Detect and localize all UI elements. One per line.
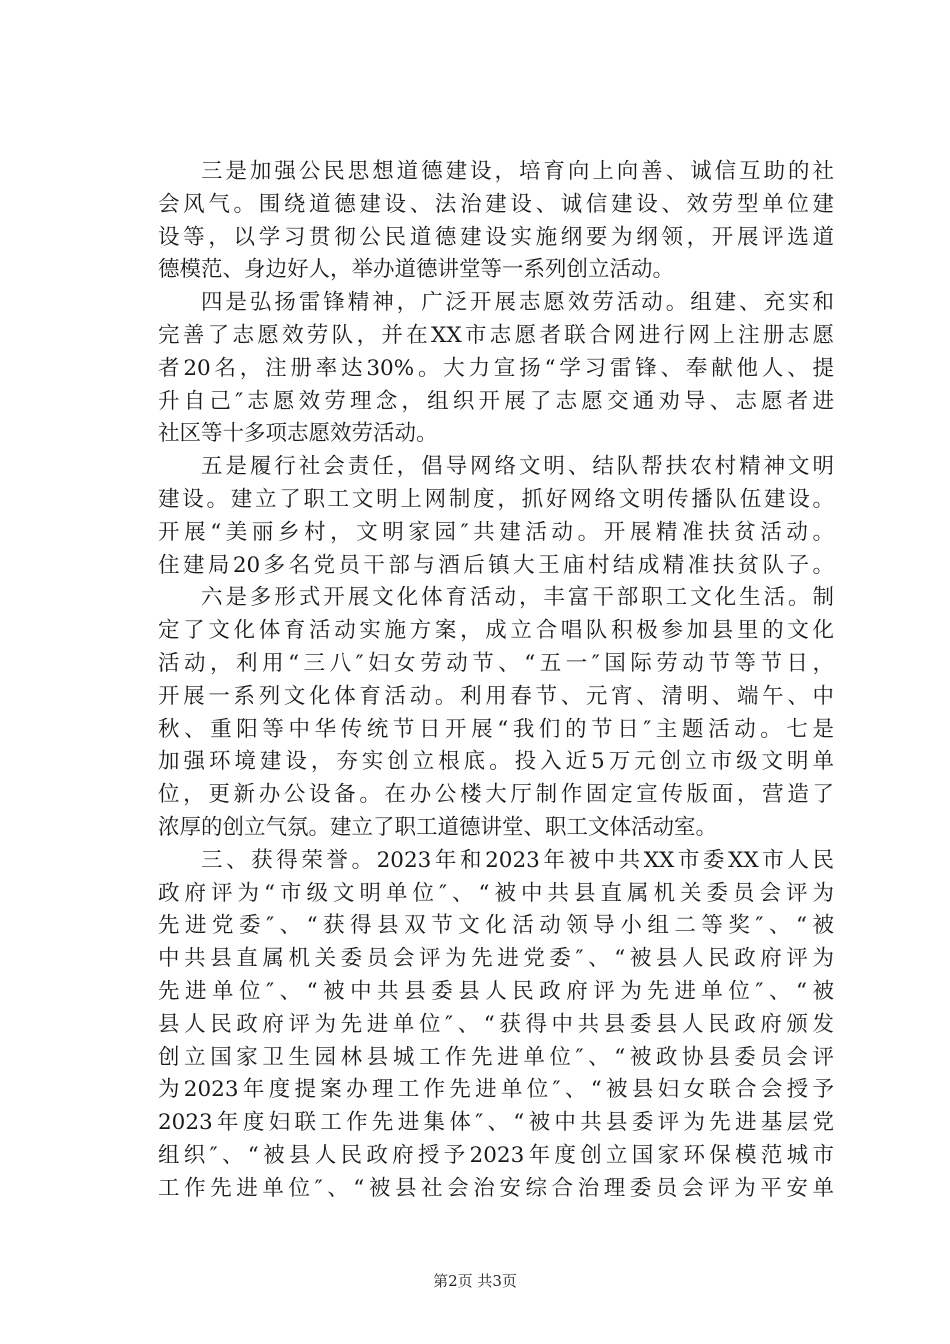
text-line: 六是多形式开展文化体育活动，丰富干部职工文化生活。制 <box>201 585 834 611</box>
text-line: 开展“美丽乡村，文明家园″共建活动。开展精准扶贫活动。 <box>158 519 834 545</box>
text-line: 中共县直属机关委员会评为先进党委″、“被县人民政府评为 <box>158 946 834 972</box>
text-line: 完善了志愿效劳队，并在XX市志愿者联合网进行网上注册志愿 <box>158 322 834 348</box>
text-line: 建设。建立了职工文明上网制度，抓好网络文明传播队伍建设。 <box>158 486 834 512</box>
text-line: 先进单位″、“被中共县委县人民政府评为先进单位″、“被 <box>158 978 834 1004</box>
text-line: 社区等十多项志愿效劳活动。 <box>158 421 438 447</box>
text-line: 活动，利用“三八″妇女劳动节、“五一″国际劳动节等节日， <box>158 650 834 676</box>
text-line: 县人民政府评为先进单位″、“获得中共县委县人民政府颁发 <box>158 1011 834 1037</box>
text-line: 者20名，注册率达30%。大力宣扬“学习雷锋、奉献他人、提 <box>158 355 834 381</box>
text-line: 政府评为“市级文明单位″、“被中共县直属机关委员会评为 <box>158 880 834 906</box>
text-line: 住建局20多名党员干部与酒后镇大王庙村结成精准扶贫队子。 <box>158 552 834 578</box>
text-line: 四是弘扬雷锋精神，广泛开展志愿效劳活动。组建、充实和 <box>201 290 834 316</box>
text-line: 工作先进单位″、“被县社会治安综合治理委员会评为平安单 <box>158 1175 834 1201</box>
text-line: 位，更新办公设备。在办公楼大厅制作固定宣传版面，营造了 <box>158 782 834 808</box>
text-line: 设等，以学习贯彻公民道德建设实施纲要为纲领，开展评选道 <box>158 224 834 250</box>
text-line: 2023年度妇联工作先进集体″、“被中共县委评为先进基层党 <box>158 1110 834 1136</box>
text-line: 五是履行社会责任，倡导网络文明、结队帮扶农村精神文明 <box>201 454 834 480</box>
text-line: 三是加强公民思想道德建设，培育向上向善、诚信互助的社 <box>201 159 834 184</box>
text-line: 开展一系列文化体育活动。利用春节、元宵、清明、端午、中 <box>158 683 834 709</box>
document-body <box>158 156 834 1206</box>
text-line: 秋、重阳等中华传统节日开展“我们的节日″主题活动。七是 <box>158 716 834 742</box>
text-line: 三、获得荣誉。2023年和2023年被中共XX市委XX市人民 <box>201 847 834 873</box>
text-line: 升自己″志愿效劳理念，组织开展了志愿交通劝导、志愿者进 <box>158 388 834 414</box>
text-line: 组织″、“被县人民政府授予2023年度创立国家环保模范城市 <box>158 1142 834 1168</box>
text-line: 浓厚的创立气氛。建立了职工道德讲堂、职工文体活动室。 <box>158 814 718 840</box>
page-footer: 第2页 共3页 <box>433 1272 517 1290</box>
text-line: 会风气。围绕道德建设、法治建设、诚信建设、效劳型单位建 <box>158 191 834 217</box>
text-line: 加强环境建设，夯实创立根底。投入近5万元创立市级文明单 <box>158 749 834 775</box>
text-line: 先进党委″、“获得县双节文化活动领导小组二等奖″、“被 <box>158 913 834 939</box>
text-line: 为2023年度提案办理工作先进单位″、“被县妇女联合会授予 <box>158 1077 834 1103</box>
text-line: 创立国家卫生园林县城工作先进单位″、“被政协县委员会评 <box>158 1044 834 1070</box>
text-line: 德模范、身边好人，举办道德讲堂等一系列创立活动。 <box>158 257 675 283</box>
text-line: 定了文化体育活动实施方案，成立合唱队积极参加县里的文化 <box>158 618 834 644</box>
